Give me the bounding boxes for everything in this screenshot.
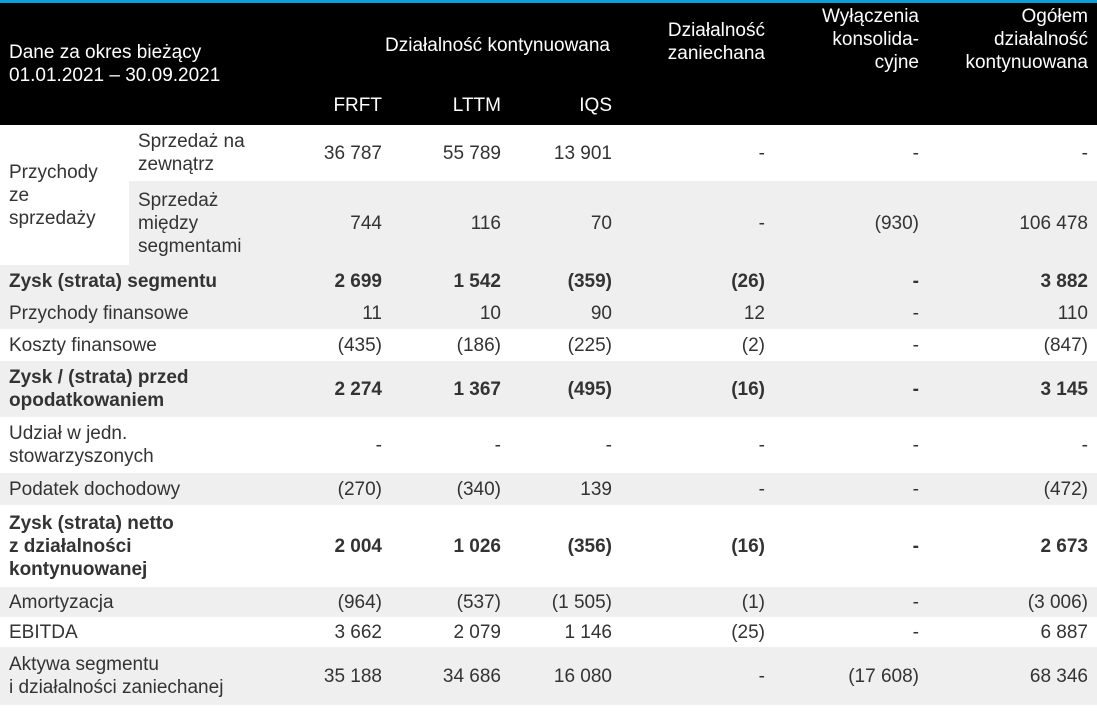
table-row <box>0 647 1097 705</box>
cell-value: (186) <box>391 329 510 361</box>
row-label-line: opodatkowaniem <box>9 390 165 411</box>
cell-value: (16) <box>621 361 774 417</box>
cell-value: (472) <box>928 473 1097 505</box>
table-row <box>0 587 1097 617</box>
revenue-label-line2: ze <box>9 184 30 206</box>
table-row <box>0 265 1097 297</box>
col-iqs-header: IQS <box>579 95 612 116</box>
cell-value: 70 <box>510 181 621 265</box>
row-label-line: kontynuowanej <box>9 558 148 580</box>
table-row <box>0 505 1097 587</box>
cell-value: 68 346 <box>928 647 1097 705</box>
revenue-label-line1: Przychody <box>9 161 98 183</box>
external-sales-label-line1: Sprzedaż na <box>138 131 245 152</box>
row-label <box>0 647 266 705</box>
row-label-line: Koszty finansowe <box>9 334 157 356</box>
cell-value: - <box>774 617 928 647</box>
cell-value: 90 <box>510 297 621 329</box>
cell-value: (225) <box>510 329 621 361</box>
elim-line1: Wyłączenia <box>822 6 919 27</box>
cell-value: 744 <box>266 181 391 265</box>
cell-value: - <box>928 125 1097 181</box>
discontinued-line1: Działalność <box>667 20 765 41</box>
cell-value: (930) <box>774 181 928 265</box>
table-row <box>0 297 1097 329</box>
cell-value: (270) <box>266 473 391 505</box>
row-label-line: Zysk (strata) netto <box>9 512 174 534</box>
cell-value: - <box>774 417 928 473</box>
cell-value: (1 505) <box>510 587 621 617</box>
segment-results-table <box>0 3 1097 705</box>
table-row <box>0 361 1097 417</box>
cell-value: 116 <box>391 181 510 265</box>
cell-value: 110 <box>928 297 1097 329</box>
cell-value: 16 080 <box>510 647 621 705</box>
cell-value: 139 <box>510 473 621 505</box>
cell-value: 10 <box>391 297 510 329</box>
cell-value: - <box>621 125 774 181</box>
cell-value: 55 789 <box>391 125 510 181</box>
cell-value: - <box>774 587 928 617</box>
intersegment-label-line1: Sprzedaż <box>138 189 219 211</box>
cell-value: - <box>774 505 928 587</box>
total-line2: działalność <box>994 29 1088 50</box>
discontinued-line2: zaniechana <box>667 43 765 64</box>
row-label-line: Zysk / (strata) przed <box>9 367 189 388</box>
elim-line3: cyjne <box>874 52 919 73</box>
cell-value: 34 686 <box>391 647 510 705</box>
cell-value: - <box>774 361 928 417</box>
table-body <box>0 125 1097 705</box>
cell-value: - <box>928 417 1097 473</box>
table-row <box>0 617 1097 647</box>
row-label <box>0 361 266 417</box>
continuing-group-header <box>266 3 621 125</box>
elim-line2: konsolida- <box>832 29 919 50</box>
row-label-line: stowarzyszonych <box>9 446 154 467</box>
cell-value: - <box>774 265 928 297</box>
cell-value: 11 <box>266 297 391 329</box>
row-label <box>0 265 266 297</box>
cell-value: - <box>621 181 774 265</box>
cell-value: (17 608) <box>774 647 928 705</box>
table-row-intersegment-sales <box>0 181 1097 265</box>
cell-value: - <box>391 417 510 473</box>
cell-value: (435) <box>266 329 391 361</box>
col-lttm-header: LTTM <box>452 95 501 116</box>
cell-value: 3 145 <box>928 361 1097 417</box>
cell-value: (26) <box>621 265 774 297</box>
cell-value: 35 188 <box>266 647 391 705</box>
cell-value: 2 079 <box>391 617 510 647</box>
table-row-external-sales <box>0 125 1097 181</box>
period-title-line1: Dane za okres bieżący <box>9 42 202 63</box>
cell-value: - <box>621 647 774 705</box>
col-eliminations-header <box>774 3 928 125</box>
col-total-header <box>928 3 1097 125</box>
cell-value: 1 146 <box>510 617 621 647</box>
cell-value: - <box>266 417 391 473</box>
cell-value: (3 006) <box>928 587 1097 617</box>
cell-value: - <box>774 125 928 181</box>
row-label-line: z działalności <box>9 535 132 557</box>
period-title <box>0 3 266 125</box>
period-title-line2: 01.01.2021 – 30.09.2021 <box>9 65 221 86</box>
row-label-line: EBITDA <box>9 621 78 643</box>
cell-value: - <box>774 329 928 361</box>
cell-value: 3 662 <box>266 617 391 647</box>
table-row <box>0 417 1097 473</box>
external-sales-label <box>129 125 266 181</box>
revenue-group-label <box>0 125 129 265</box>
cell-value: - <box>621 417 774 473</box>
revenue-label-line3: sprzedaży <box>9 207 96 229</box>
row-label <box>0 473 266 505</box>
continuing-group-label: Działalność kontynuowana <box>385 35 610 56</box>
intersegment-sales-label <box>129 181 266 265</box>
row-label <box>0 505 266 587</box>
table-header <box>0 3 1097 125</box>
cell-value: (495) <box>510 361 621 417</box>
cell-value: (356) <box>510 505 621 587</box>
row-label <box>0 587 266 617</box>
total-line1: Ogółem <box>1021 6 1088 27</box>
cell-value: (847) <box>928 329 1097 361</box>
cell-value: 1 542 <box>391 265 510 297</box>
row-label-line: Podatek dochodowy <box>9 478 181 500</box>
cell-value: (2) <box>621 329 774 361</box>
cell-value: 2 673 <box>928 505 1097 587</box>
cell-value: 3 882 <box>928 265 1097 297</box>
row-label <box>0 329 266 361</box>
cell-value: (1) <box>621 587 774 617</box>
row-label-line: Aktywa segmentu <box>9 654 159 675</box>
cell-value: (340) <box>391 473 510 505</box>
cell-value: 2 004 <box>266 505 391 587</box>
row-label <box>0 617 266 647</box>
cell-value: 1 367 <box>391 361 510 417</box>
cell-value: - <box>621 473 774 505</box>
col-discontinued-header <box>621 3 774 125</box>
intersegment-label-line2: między <box>138 212 199 234</box>
row-label-line: Udział w jedn. <box>9 423 128 444</box>
cell-value: 12 <box>621 297 774 329</box>
row-label-line: Amortyzacja <box>9 591 114 613</box>
cell-value: 13 901 <box>510 125 621 181</box>
cell-value: 2 699 <box>266 265 391 297</box>
cell-value: - <box>774 473 928 505</box>
total-line3: kontynuowana <box>965 52 1088 73</box>
cell-value: - <box>774 297 928 329</box>
row-label-line: i działalności zaniechanej <box>9 677 224 698</box>
cell-value: (16) <box>621 505 774 587</box>
table-row <box>0 473 1097 505</box>
cell-value: 2 274 <box>266 361 391 417</box>
cell-value: 6 887 <box>928 617 1097 647</box>
row-label-line: Zysk (strata) segmentu <box>9 270 218 292</box>
cell-value: (359) <box>510 265 621 297</box>
cell-value: (25) <box>621 617 774 647</box>
col-frft-header: FRFT <box>333 95 382 116</box>
external-sales-label-line2: zewnątrz <box>138 154 215 175</box>
cell-value: 106 478 <box>928 181 1097 265</box>
intersegment-label-line3: segmentami <box>138 235 242 257</box>
row-label <box>0 417 266 473</box>
cell-value: 1 026 <box>391 505 510 587</box>
cell-value: - <box>510 417 621 473</box>
cell-value: (537) <box>391 587 510 617</box>
row-label <box>0 297 266 329</box>
cell-value: (964) <box>266 587 391 617</box>
cell-value: 36 787 <box>266 125 391 181</box>
table-row <box>0 329 1097 361</box>
row-label-line: Przychody finansowe <box>9 302 189 324</box>
